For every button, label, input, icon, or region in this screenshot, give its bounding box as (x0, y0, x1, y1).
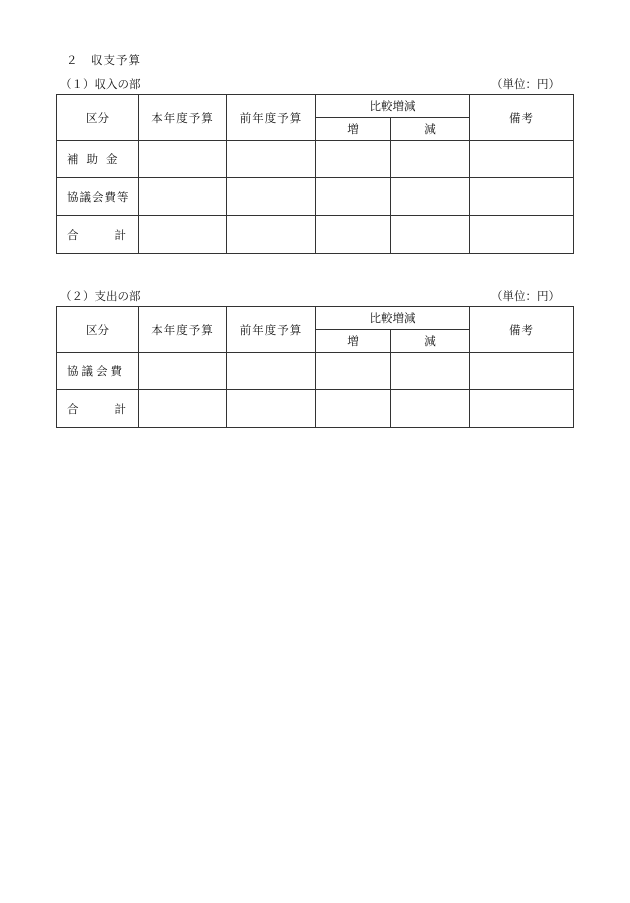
table-row-total (57, 390, 574, 428)
row-label-council-fees-etc: 協議会費等 (57, 178, 139, 216)
cell-remarks[interactable] (470, 390, 574, 428)
header-this-year-budget: 本年度予算 (139, 307, 227, 353)
table-row (57, 353, 574, 390)
cell-this-year[interactable] (139, 216, 227, 254)
total-label-part-1: 合 (67, 227, 79, 242)
row-label-council-fees: 協議会費 (57, 353, 139, 390)
income-section-title: （１）収入の部 (60, 77, 141, 91)
cell-last-year[interactable] (227, 390, 316, 428)
cell-increase[interactable] (316, 390, 391, 428)
cell-remarks[interactable] (470, 216, 574, 254)
cell-last-year[interactable] (227, 353, 316, 390)
cell-last-year[interactable] (227, 141, 316, 178)
cell-last-year[interactable] (227, 216, 316, 254)
cell-decrease[interactable] (391, 178, 470, 216)
header-remarks: 備考 (470, 307, 574, 353)
cell-remarks[interactable] (470, 141, 574, 178)
cell-decrease[interactable] (391, 390, 470, 428)
cell-remarks[interactable] (470, 353, 574, 390)
header-increase: 増 (316, 330, 391, 353)
income-table (56, 94, 574, 254)
cell-increase[interactable] (316, 141, 391, 178)
header-comparison: 比較増減 (316, 95, 470, 118)
total-label-part-2: 計 (114, 401, 126, 416)
income-unit-label: （単位：円） (491, 77, 560, 91)
row-label-subsidy: 補助金 (57, 141, 139, 178)
header-category: 区分 (57, 95, 139, 141)
expense-section-title: （２）支出の部 (60, 289, 141, 303)
table-row-total (57, 216, 574, 254)
cell-this-year[interactable] (139, 390, 227, 428)
header-category: 区分 (57, 307, 139, 353)
cell-decrease[interactable] (391, 216, 470, 254)
header-this-year-budget: 本年度予算 (139, 95, 227, 141)
cell-increase[interactable] (316, 216, 391, 254)
header-decrease: 減 (391, 118, 470, 141)
cell-remarks[interactable] (470, 178, 574, 216)
header-comparison: 比較増減 (316, 307, 470, 330)
table-row (57, 141, 574, 178)
cell-increase[interactable] (316, 178, 391, 216)
row-label-total (57, 390, 139, 428)
header-last-year-budget: 前年度予算 (227, 95, 316, 141)
cell-decrease[interactable] (391, 353, 470, 390)
cell-this-year[interactable] (139, 353, 227, 390)
section-heading: ２ 収支予算 (66, 53, 141, 67)
cell-increase[interactable] (316, 353, 391, 390)
total-label-part-2: 計 (114, 227, 126, 242)
expense-table (56, 306, 574, 428)
total-label-part-1: 合 (67, 401, 79, 416)
table-row (57, 178, 574, 216)
header-increase: 増 (316, 118, 391, 141)
cell-this-year[interactable] (139, 178, 227, 216)
cell-this-year[interactable] (139, 141, 227, 178)
expense-unit-label: （単位：円） (491, 289, 560, 303)
cell-last-year[interactable] (227, 178, 316, 216)
header-last-year-budget: 前年度予算 (227, 307, 316, 353)
header-decrease: 減 (391, 330, 470, 353)
header-remarks: 備考 (470, 95, 574, 141)
cell-decrease[interactable] (391, 141, 470, 178)
row-label-total (57, 216, 139, 254)
